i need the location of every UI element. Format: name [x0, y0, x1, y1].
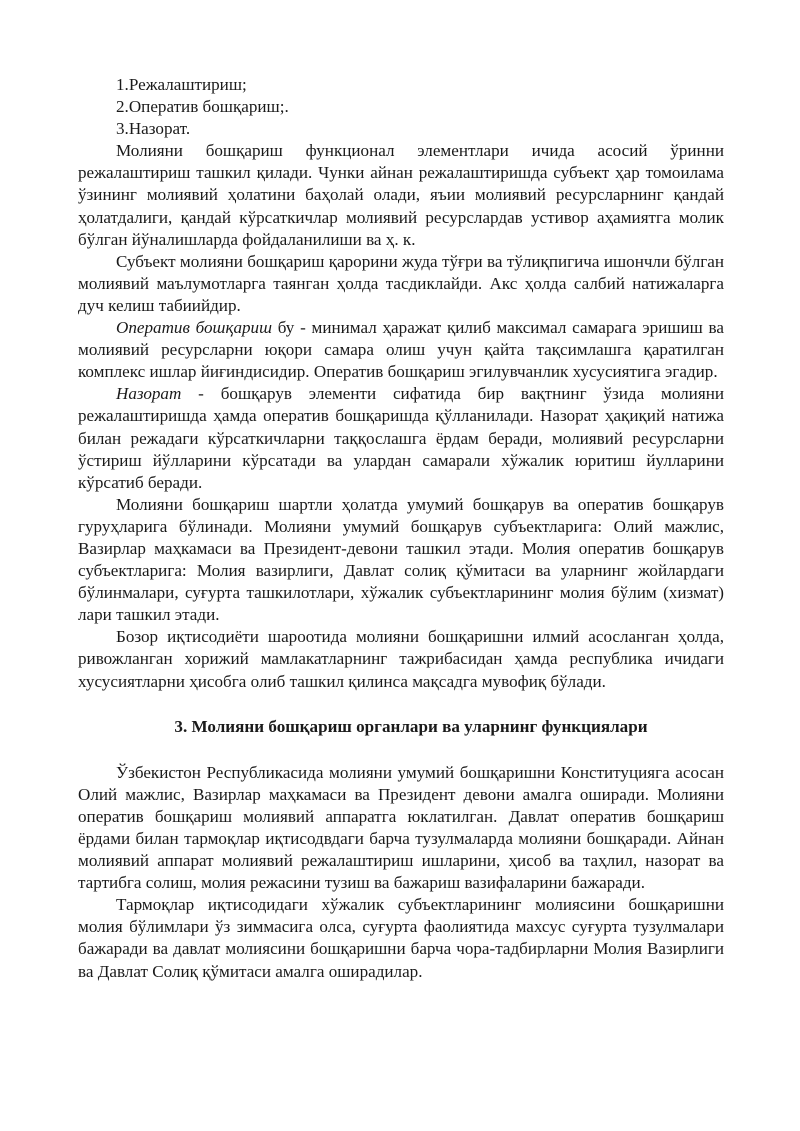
paragraph-management-groups: Молияни бошқариш шартли ҳолатда умумий бошқарув ва оператив бошқарув гуруҳларига бўлинади. Молияни умумий бошқарув субъектларига: Олий мажлис, Вазирлар маҳкамаси ва Президент-девони ташкил этади. Молия оператив бошқарув субъектларига: Молия вазирлиги, Давлат солиқ қўмитаси ва уларнинг жойлардаги бўлинмалари, суғурта ташкилотлари, хўжалик субъектларининг молия бўлим (хизмат) лари ташкил этади.: [78, 494, 724, 625]
list-item-control: 3.Назорат.: [116, 119, 191, 139]
section-heading: 3. Молияни бошқариш органлари ва уларнинг функциялари: [174, 716, 648, 736]
paragraph-market-economy: Бозор иқтисодиёти шароотида молияни бошқаришни илмий асосланган ҳолда, ривожланган хорижий мамлакатларнинг тажрибасидан ҳамда республика ичидаги хусусиятларни ҳисобга олиб ташкил қилинса мақсадга мувофиқ бўлади.: [78, 627, 724, 691]
document-page: [78, 74, 724, 983]
list-item-operative: 2.Оператив бошқариш;.: [116, 97, 289, 117]
term-operative: Оператив бошқариш: [116, 318, 272, 338]
elements-list: [78, 74, 724, 140]
list-item-planning: 1.Режалаштириш;: [116, 75, 247, 94]
term-control: Назорат: [116, 384, 182, 404]
paragraph-operative: Оператив бошқариш бу - минимал ҳаражат қилиб максимал самарага эришиш ва молиявий ресурсларни юқори самара олиш учун қайта тақсимлашга қаратилган комплекс ишлар йиғиндисидир. Оператив бошқариш эгилувчанлик хусусиятига эгадир.: [78, 318, 724, 382]
paragraph-planning: Молияни бошқариш функционал элементлари ичида асосий ўринни режалаштириш ташкил қилади. Чунки айнан режалаштиришда субъект ҳар томоилама ўзининг молиявий ҳолатини баҳолай олади, яъии молиявий ресурсларнинг қандай ҳолатдалиги, қандай кўрсаткичлар молиявий ресурслардав устивор аҳамиятга молик бўлган йўналишларда фойдаланилиши ва ҳ. к.: [78, 141, 724, 249]
paragraph-control: Назорат - бошқарув элементи сифатида бир вақтнинг ўзида молияни режалаштиришда ҳамда оператив бошқаришда қўлланилади. Назорат ҳақиқий натижа билан режадаги кўрсаткичларни таққослашга ёрдам беради, молиявий ресурсларни ўстириш йўлларини кўрсатади ва улардан самарали хўжалик юритиш йулларини кўрсатиб беради.: [78, 384, 724, 492]
paragraph-sectors: Тармоқлар иқтисодидаги хўжалик субъектларининг молиясини бошқаришни молия бўлимлари ўз зиммасига олса, суғурта фаолиятида махсус суғурта тузулмалари бажаради ва давлат молиясини бошқаришни барча чора-тадбирларни Молия Вазирлиги ва Давлат Солиқ қўмитаси амалга оширадилар.: [78, 895, 724, 981]
paragraph-decision: Субъект молияни бошқариш қарорини жуда тўғри ва тўлиқпигича ишончли бўлган молиявий маълумотларга таянган ҳолда тасдиклайди. Акс ҳолда салбий натижаларга дуч келиш табиийдир.: [78, 251, 724, 315]
paragraph-uzbekistan: Ўзбекистон Республикасида молияни умумий бошқаришни Конституцияга асосан Олий мажлис, Вазирлар маҳкамаси ва Президент девони амалга оширади. Молияни оператив бошқариш молиявий аппаратга юклатилган. Давлат оператив бошқариш ёрдами билан тармоқлар иқтисодвдаги барча тузулмаларда молияни бошқаради. Айнан молиявий аппарат молиявий режалаштириш ишларини, ҳисоб ва таҳлил, назорат ва тартибга солиш, молия режасини тузиш ва бажариш вазифаларини бажаради.: [78, 762, 724, 893]
